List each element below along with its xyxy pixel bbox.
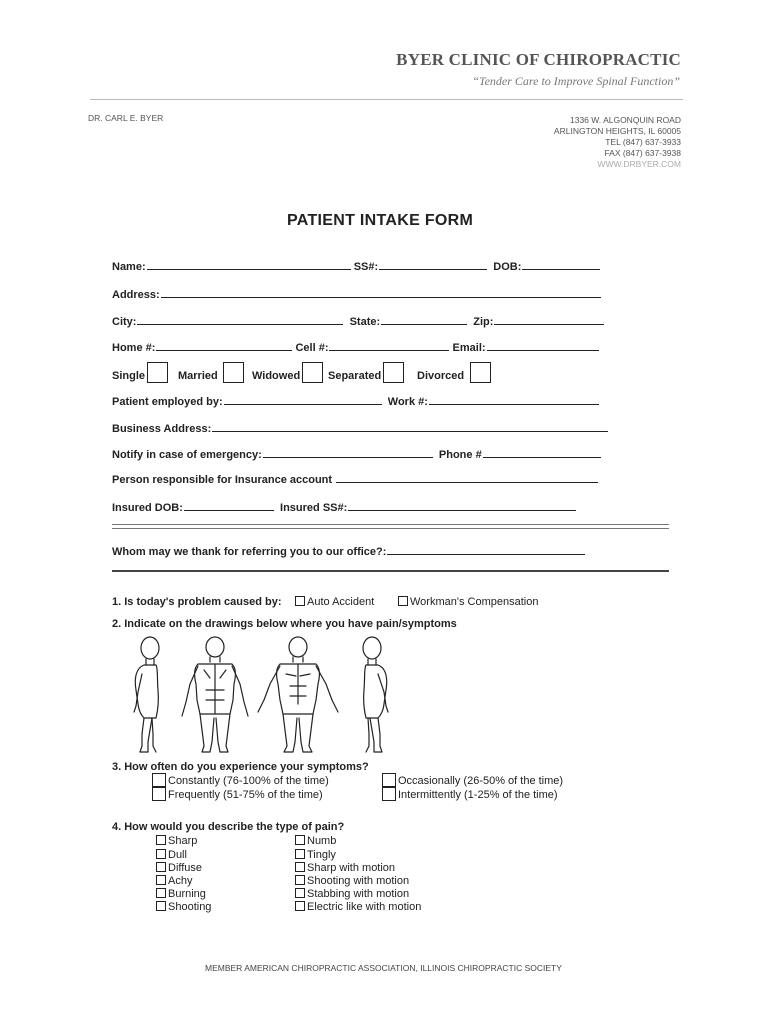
q4-option-tingly[interactable] [295, 849, 336, 861]
widowed-label: Widowed [252, 370, 301, 382]
cell-label: Cell #: [295, 342, 329, 354]
shooting-checkbox[interactable] [156, 901, 166, 911]
home-field[interactable] [156, 340, 292, 351]
numb-label: Numb [307, 835, 337, 847]
stabbing-motion-label: Stabbing with motion [307, 888, 410, 900]
city-field[interactable] [137, 314, 343, 325]
insured-ss-label: Insured SS#: [280, 502, 348, 514]
name-field[interactable] [147, 259, 351, 270]
business-label: Business Address: [112, 423, 212, 435]
cell-field[interactable] [329, 340, 449, 351]
dob-field[interactable] [522, 259, 600, 270]
widowed-checkbox[interactable] [302, 362, 323, 383]
row-address [112, 287, 601, 301]
address-field[interactable] [161, 287, 601, 298]
q1-option-auto[interactable] [295, 596, 374, 608]
q4-option-burning[interactable] [156, 888, 206, 900]
home-label: Home #: [112, 342, 156, 354]
shooting-motion-checkbox[interactable] [295, 875, 305, 885]
constantly-checkbox[interactable] [152, 773, 166, 787]
marital-divorced [417, 362, 491, 383]
insured-dob-label: Insured DOB: [112, 502, 183, 514]
emergency-contact-field[interactable] [263, 447, 433, 458]
telephone: TEL (847) 637-3933 [605, 137, 681, 147]
married-label: Married [178, 370, 218, 382]
shooting-label: Shooting [168, 901, 212, 913]
question-2: 2. Indicate on the drawings below where you have pain/symptoms [112, 618, 457, 630]
q4-option-achy[interactable] [156, 875, 192, 887]
q4-option-diffuse[interactable] [156, 862, 202, 874]
insurance-label: Person responsible for Insurance account [112, 474, 333, 486]
row-insured [112, 500, 576, 514]
address-line-2: ARLINGTON HEIGHTS, IL 60005 [553, 126, 681, 136]
body-diagram[interactable] [120, 634, 410, 756]
ss-label: SS#: [353, 261, 379, 273]
fax: FAX (847) 637-3938 [604, 148, 681, 158]
occasionally-label: Occasionally (26-50% of the time) [398, 775, 564, 787]
q4-option-stabbing-motion[interactable] [295, 888, 409, 900]
doctor-name: DR. CARL E. BYER [88, 113, 164, 123]
sharp-motion-checkbox[interactable] [295, 862, 305, 872]
diffuse-checkbox[interactable] [156, 862, 166, 872]
diffuse-label: Diffuse [168, 862, 203, 874]
occasionally-checkbox[interactable] [382, 773, 396, 787]
ss-field[interactable] [379, 259, 487, 270]
marital-married [178, 362, 244, 383]
marital-separated [328, 362, 404, 383]
emergency-label: Notify in case of emergency: [112, 449, 262, 461]
employed-label: Patient employed by: [112, 396, 223, 408]
clinic-name: BYER CLINIC OF CHIROPRACTIC [396, 50, 681, 69]
separated-checkbox[interactable] [383, 362, 404, 383]
name-label: Name: [112, 261, 146, 273]
row-emergency [112, 447, 601, 461]
frequently-label: Frequently (51-75% of the time) [168, 789, 323, 801]
achy-label: Achy [168, 875, 193, 887]
body-figure-side-right[interactable] [134, 637, 159, 752]
employer-field[interactable] [224, 394, 382, 405]
electric-motion-checkbox[interactable] [295, 901, 305, 911]
q4-option-dull[interactable] [156, 849, 187, 861]
marital-single [112, 362, 168, 383]
q4-option-shooting-motion[interactable] [295, 875, 409, 887]
body-figure-back[interactable] [182, 637, 248, 752]
work-label: Work #: [387, 396, 428, 408]
sharp-label: Sharp [168, 835, 198, 847]
q4-option-sharp[interactable] [156, 835, 197, 847]
row-city [112, 314, 604, 328]
website: WWW.DRBYER.COM [597, 159, 681, 169]
intermittently-checkbox[interactable] [382, 787, 396, 801]
section-divider [112, 524, 669, 529]
separated-label: Separated [328, 370, 382, 382]
sharp-motion-label: Sharp with motion [307, 862, 396, 874]
dull-checkbox[interactable] [156, 849, 166, 859]
insured-ss-field[interactable] [348, 500, 576, 511]
email-label: Email: [452, 342, 486, 354]
zip-field[interactable] [494, 314, 604, 325]
header-divider [90, 99, 683, 100]
shooting-motion-label: Shooting with motion [307, 875, 410, 887]
constantly-label: Constantly (76-100% of the time) [168, 775, 329, 787]
referral-label: Whom may we thank for referring you to our office?: [112, 546, 387, 558]
q3-option-frequently[interactable] [152, 787, 323, 801]
divorced-checkbox[interactable] [470, 362, 491, 383]
burning-checkbox[interactable] [156, 888, 166, 898]
sharp-checkbox[interactable] [156, 835, 166, 845]
body-figure-front[interactable] [258, 637, 338, 752]
q4-option-shooting[interactable] [156, 901, 211, 913]
frequently-checkbox[interactable] [152, 787, 166, 801]
insurance-responsible-field[interactable] [336, 472, 598, 483]
form-title: PATIENT INTAKE FORM [287, 212, 474, 229]
q4-option-numb[interactable] [295, 835, 336, 847]
q1-label: 1. Is today's problem caused by: [112, 596, 282, 608]
intermittently-label: Intermittently (1-25% of the time) [398, 789, 558, 801]
section-divider-thick [112, 570, 669, 572]
single-checkbox[interactable] [147, 362, 168, 383]
dull-label: Dull [168, 849, 187, 861]
marital-widowed [252, 362, 323, 383]
address-label: Address: [112, 289, 160, 301]
body-figure-side-left[interactable] [363, 637, 388, 752]
row-phones [112, 340, 599, 354]
row-employer [112, 394, 599, 408]
insured-dob-field[interactable] [184, 500, 274, 511]
address-line-1: 1336 W. ALGONQUIN ROAD [569, 115, 681, 125]
auto-accident-checkbox[interactable] [295, 596, 305, 606]
married-checkbox[interactable] [223, 362, 244, 383]
auto-accident-label: Auto Accident [307, 596, 375, 608]
numb-checkbox[interactable] [295, 835, 305, 845]
question-4: 4. How would you describe the type of pain? [112, 821, 345, 833]
stabbing-motion-checkbox[interactable] [295, 888, 305, 898]
q3-option-occasionally[interactable] [382, 773, 563, 787]
business-address-field[interactable] [212, 421, 608, 432]
clinic-address [554, 115, 681, 170]
workmans-comp-checkbox[interactable] [398, 596, 408, 606]
emergency-phone-field[interactable] [483, 447, 601, 458]
question-3: 3. How often do you experience your symptoms? [112, 761, 369, 773]
clinic-tagline: “Tender Care to Improve Spinal Function” [472, 74, 680, 88]
workmans-comp-label: Workman's Compensation [410, 596, 539, 608]
burning-label: Burning [168, 888, 206, 900]
state-field[interactable] [381, 314, 467, 325]
q3-option-intermittently[interactable] [382, 787, 558, 801]
row-insurance [112, 472, 598, 486]
tingly-label: Tingly [307, 849, 336, 861]
q4-option-sharp-motion[interactable] [295, 862, 395, 874]
city-label: City: [112, 316, 137, 328]
achy-checkbox[interactable] [156, 875, 166, 885]
zip-label: Zip: [473, 316, 494, 328]
question-1 [112, 596, 282, 608]
dob-label: DOB: [493, 261, 522, 273]
row-name [112, 259, 600, 273]
divorced-label: Divorced [417, 370, 465, 382]
state-label: State: [349, 316, 381, 328]
tingly-checkbox[interactable] [295, 849, 305, 859]
email-field[interactable] [487, 340, 599, 351]
single-label: Single [112, 370, 146, 382]
q1-option-work[interactable] [398, 596, 538, 608]
row-business [112, 421, 608, 435]
referral-field[interactable] [387, 544, 585, 555]
electric-motion-label: Electric like with motion [307, 901, 422, 913]
row-referral [112, 544, 585, 558]
q4-option-electric-motion[interactable] [295, 901, 421, 913]
work-phone-field[interactable] [429, 394, 599, 405]
q3-option-constantly[interactable] [152, 773, 329, 787]
footer-membership: MEMBER AMERICAN CHIROPRACTIC ASSOCIATION, ILLINOIS CHIROPRACTIC SOCIETY [205, 963, 562, 973]
phone-label: Phone # [438, 449, 482, 461]
